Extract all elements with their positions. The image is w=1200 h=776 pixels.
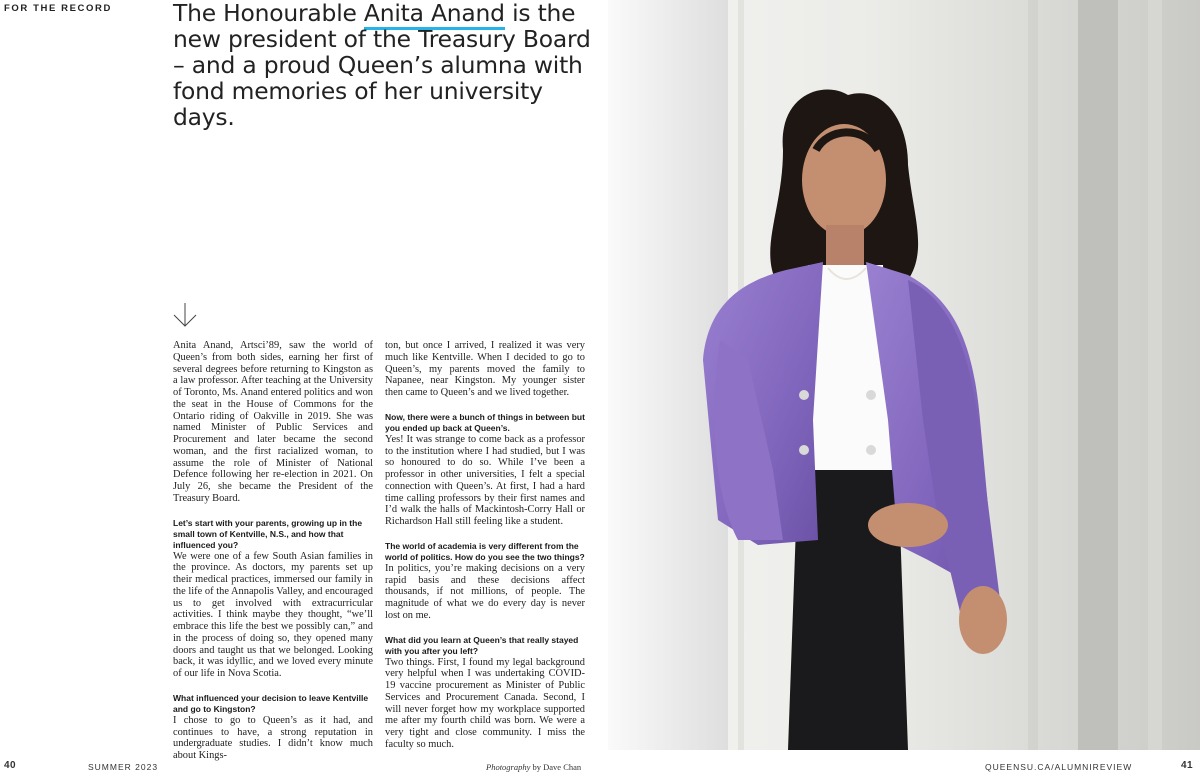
question-5: What did you learn at Queen’s that really stayed with you after you left? — [385, 634, 579, 656]
headline — [173, 0, 603, 130]
left-page-number: 40 — [4, 760, 17, 771]
article-column-2 — [385, 340, 585, 751]
question-2: What influenced your decision to leave Kentville and go to Kingston? — [173, 692, 369, 714]
headline-highlight: Anita Anand — [364, 0, 505, 30]
headline-before: The Honourable — [173, 0, 364, 27]
right-page-number: 41 — [1181, 760, 1194, 771]
arrow-down-icon — [172, 302, 198, 328]
portrait-photo — [608, 0, 1200, 750]
answer-4: In politics, you’re making decisions on a very rapid basis and these decisions affect thousands, if not millions, of people. The magnitude of what we do every day is never lost on me. — [385, 562, 585, 621]
photo-credit-prefix: Photography — [486, 762, 531, 772]
article-column-1 — [173, 340, 373, 762]
answer-3: Yes! It was strange to come back as a professor to the institution where I had studied, but I was so honoured to do so. While I’ve been a professor in other universities, I felt a special connection with Queen’s. At first, I had a hard time calling professors by their first names and I’d walk the halls of Mackintosh-Corry Hall or Richardson Hall still feeling like a student. — [385, 433, 585, 527]
answer-2-part-1: I chose to go to Queen’s as it had, and continues to have, a strong reputation in undergraduate studies. I didn’t know much about Kings- — [173, 714, 373, 761]
question-4: The world of academia is very different from the world of politics. How do you see the two things? — [385, 540, 585, 562]
issue-label: SUMMER 2023 — [88, 762, 159, 772]
answer-2-part-2: ton, but once I arrived, I realized it was very much like Kentville. When I decided to go to Queen’s, my parents moved the family to Napanee, near Kingston. My younger sister then came to Queen’s and we lived together. — [385, 340, 585, 398]
answer-1: We were one of a few South Asian families in the province. As doctors, my parents set up their medical practices, immersed our family in the life of the Annapolis Valley, and encouraged us to get involved with extracurricular activities. I think maybe they thought, “we’ll embrace this life the best we possibly can,” and in the process of doing so, they opened many doors and taught us that we belonged. Looking back, it was idyllic, and we loved every minute of our life in Nova Scotia. — [173, 550, 373, 679]
answer-5: Two things. First, I found my legal background very helpful when I was undertaking COVID-19 vaccine procurement as Minister of Public Services and Procurement Canada. Second, I will never forget how my workplace supported me after my fourth child was born. We were a very tight and close community. I miss the faculty so much. — [385, 656, 585, 750]
question-1: Let’s start with your parents, growing up in the small town of Kentville, N.S., and how that influenced you? — [173, 517, 363, 550]
website-url: QUEENSU.CA/ALUMNIREVIEW — [985, 762, 1133, 772]
photo-credit — [486, 762, 581, 772]
intro-paragraph: Anita Anand, Artsci’89, saw the world of Queen’s from both sides, earning her first of several degrees before returning to Kingston as a law professor. After teaching at the University of Toronto, Ms. Anand entered politics and won the seat in the House of Commons for the Ontario riding of Oakville in 2019. She was named Minister of Public Services and Procurement and later became the second woman, and the first racialized woman, to assume the role of Minister of National Defence following her re-election in 2021. On July 26, she became the President of the Treasury Board. — [173, 340, 373, 504]
section-label: FOR THE RECORD — [4, 3, 112, 14]
portrait-illustration — [608, 0, 1200, 750]
question-3: Now, there were a bunch of things in between but you ended up back at Queen’s. — [385, 411, 585, 433]
headline-after: is the new president of the Treasury Board – and a proud Queen’s alumna with fond memories of her university days. — [173, 0, 591, 131]
photo-credit-name: by Dave Chan — [530, 762, 582, 772]
